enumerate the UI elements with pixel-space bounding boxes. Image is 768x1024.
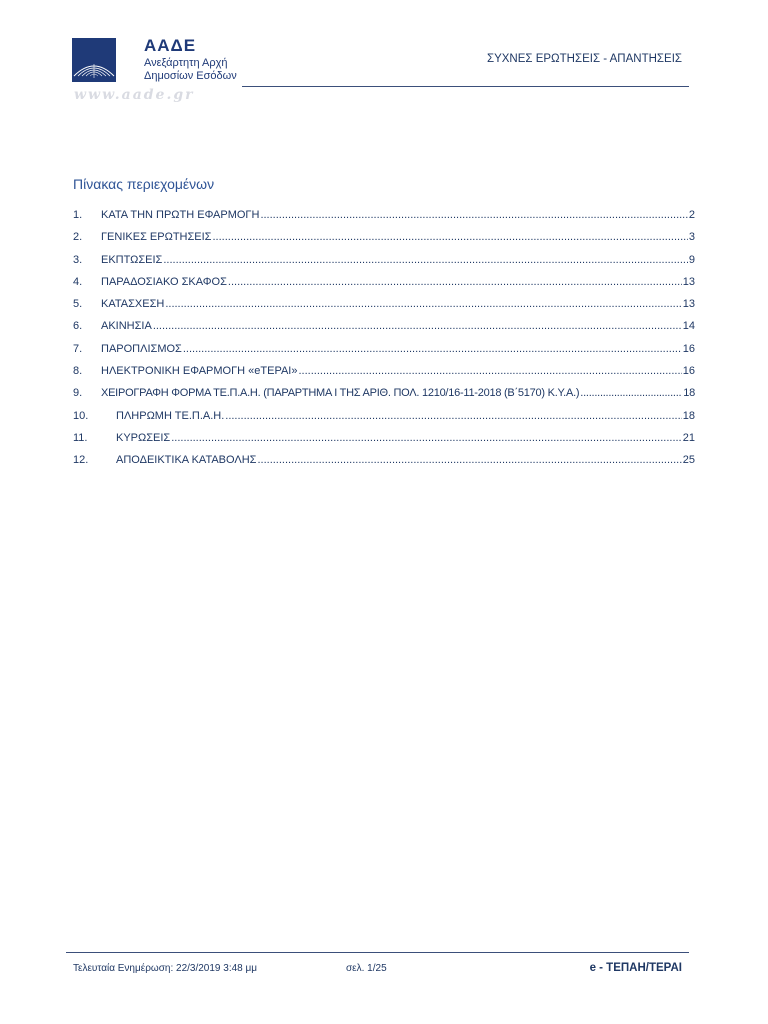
- toc-entry-link[interactable]: [101, 341, 695, 357]
- toc-entry-page: 14: [682, 320, 695, 333]
- toc-entry-page: 25: [682, 454, 695, 467]
- toc-dot-leader: [257, 452, 681, 468]
- toc-entry-title: ΧΕΙΡΟΓΡΑΦΗ ΦΟΡΜΑ ΤΕ.Π.Α.Η. (ΠΑΡΑΡΤΗΜΑ Ι ΤΗΣ ΑΡΙΘ. ΠΟΛ. 1210/16-11-2018 (Β΄5170) Κ.Υ.Α.): [101, 387, 580, 400]
- toc-entry-page: 18: [682, 409, 695, 422]
- toc-entry-title: ΑΠΟΔΕΙΚΤΙΚΑ ΚΑΤΑΒΟΛΗΣ: [116, 454, 257, 467]
- toc-entry-number: 3.: [73, 253, 83, 266]
- toc-entry-page: 18: [683, 387, 695, 400]
- toc-entry-number: 6.: [73, 320, 83, 333]
- logo-subtitle-line2: Δημοσίων Εσόδων: [144, 70, 237, 82]
- toc-entry-title: ΠΛΗΡΩΜΗ ΤΕ.Π.Α.Η.: [116, 409, 225, 422]
- toc-entry[interactable]: [73, 316, 695, 338]
- footer-brand: e - ΤΕΠΑΗ/ΤΕΡΑΙ: [589, 962, 682, 974]
- logo-title: ΑΑΔΕ: [144, 36, 197, 55]
- toc-entry-link[interactable]: [101, 363, 695, 379]
- toc-entry-title: ΠΑΡΑΔΟΣΙΑΚΟ ΣΚΑΦΟΣ: [101, 275, 227, 288]
- toc-entry[interactable]: [73, 227, 695, 249]
- toc-dot-leader: [260, 207, 687, 223]
- toc-entry-title: ΓΕΝΙΚΕΣ ΕΡΩΤΗΣΕΙΣ: [101, 231, 212, 244]
- footer-page-number: σελ. 1/25: [346, 963, 387, 974]
- toc-entry-number: 4.: [73, 275, 83, 288]
- toc-entry[interactable]: [73, 450, 695, 472]
- toc-entry-title: ΗΛΕΚΤΡΟΝΙΚΗ ΕΦΑΡΜΟΓΗ «eΤΕΡΑΙ»: [101, 365, 298, 378]
- toc-entry[interactable]: [73, 250, 695, 272]
- logo-subtitle-line1: Ανεξάρτητη Αρχή: [144, 57, 228, 69]
- toc-entry-page: 3: [688, 231, 695, 244]
- toc-entry-link[interactable]: [101, 385, 695, 401]
- toc-entry[interactable]: [73, 406, 695, 428]
- toc-dot-leader: [225, 408, 681, 424]
- toc-entry[interactable]: [73, 339, 695, 361]
- toc-dot-leader: [580, 385, 682, 401]
- logo-subtitle: [144, 57, 237, 83]
- footer-divider: [66, 952, 689, 953]
- toc-entry-title: ΕΚΠΤΩΣΕΙΣ: [101, 253, 163, 266]
- toc-dot-leader: [228, 274, 682, 290]
- toc-entry-link[interactable]: [101, 274, 695, 290]
- toc-entry-number: 11.: [73, 431, 88, 444]
- toc-entry-page: 13: [682, 298, 695, 311]
- toc-entry-number: 12.: [73, 454, 89, 467]
- header-title: ΣΥΧΝΕΣ ΕΡΩΤΗΣΕΙΣ - ΑΠΑΝΤΗΣΕΙΣ: [486, 53, 682, 65]
- toc-entry-number: 9.: [73, 387, 83, 400]
- toc-entry[interactable]: [73, 272, 695, 294]
- toc-dot-leader: [153, 318, 682, 334]
- logo-website-watermark: www.aade.gr: [74, 87, 195, 103]
- aade-logo-icon: [72, 38, 116, 82]
- toc-entry[interactable]: [73, 294, 695, 316]
- toc-entry-title: ΠΑΡΟΠΛΙΣΜΟΣ: [101, 342, 182, 355]
- toc-entry-page: 16: [682, 365, 695, 378]
- toc-entry-link[interactable]: [101, 229, 695, 245]
- toc-entry-page: 13: [682, 275, 695, 288]
- toc-entry[interactable]: [73, 361, 695, 383]
- footer-last-updated: Τελευταία Ενημέρωση: 22/3/2019 3:48 μμ: [73, 963, 258, 974]
- toc-heading: Πίνακας περιεχομένων: [73, 176, 215, 192]
- toc-dot-leader: [299, 363, 682, 379]
- toc-entry-number: 10.: [73, 409, 89, 422]
- toc-dot-leader: [165, 296, 681, 312]
- toc-entry-number: 7.: [73, 342, 83, 355]
- toc-entry-title: ΚΑΤΑΣΧΕΣΗ: [101, 298, 165, 311]
- toc-entry-number: 5.: [73, 298, 83, 311]
- toc-entry-link[interactable]: [101, 252, 695, 268]
- toc-dot-leader: [212, 229, 687, 245]
- toc-entry-link[interactable]: [116, 452, 695, 468]
- toc-entry-page: 16: [682, 342, 695, 355]
- toc-dot-leader: [183, 341, 682, 357]
- toc-entry-title: ΑΚΙΝΗΣΙΑ: [101, 320, 152, 333]
- toc-entry-title: ΚΑΤΑ ΤΗΝ ΠΡΩΤΗ ΕΦΑΡΜΟΓΗ: [101, 209, 260, 221]
- toc-dot-leader: [171, 430, 682, 446]
- toc-entry-title: ΚΥΡΩΣΕΙΣ: [116, 431, 171, 444]
- toc-entry-page: 2: [688, 209, 695, 221]
- toc-entry-number: 1.: [73, 209, 83, 221]
- table-of-contents: [73, 205, 695, 473]
- toc-entry-link[interactable]: [101, 296, 695, 312]
- toc-entry[interactable]: [73, 205, 695, 227]
- toc-entry[interactable]: [73, 428, 695, 450]
- toc-entry-link[interactable]: [116, 408, 695, 424]
- toc-entry-page: 21: [682, 431, 695, 444]
- toc-entry-link[interactable]: [116, 430, 695, 446]
- toc-entry-link[interactable]: [101, 207, 695, 223]
- toc-entry-number: 8.: [73, 365, 83, 378]
- toc-entry-number: 2.: [73, 231, 83, 244]
- toc-entry-page: 9: [688, 253, 695, 266]
- toc-dot-leader: [163, 252, 688, 268]
- header-divider: [242, 86, 689, 87]
- toc-entry[interactable]: [73, 383, 695, 405]
- toc-entry-link[interactable]: [101, 318, 695, 334]
